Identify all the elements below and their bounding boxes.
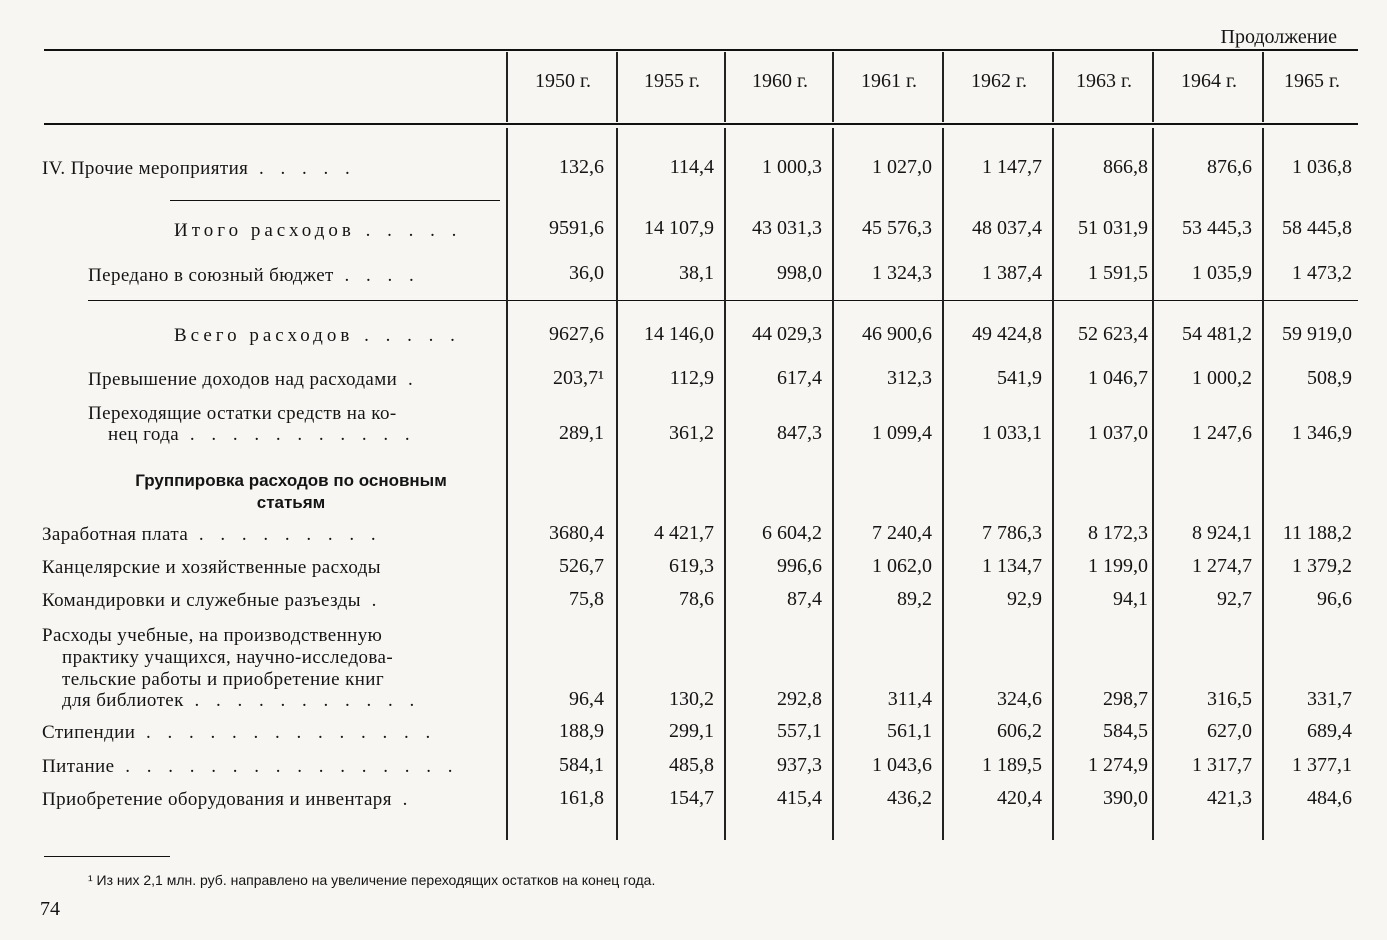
table-cell: 1 377,1 [1292,754,1352,776]
table-cell: 1 274,7 [1192,555,1252,577]
table-cell: 508,9 [1307,367,1352,389]
bleed-through-shadow [260,18,1160,38]
table-cell: 58 445,8 [1282,217,1352,239]
table-cell: 420,4 [997,787,1042,809]
table-cell: 312,3 [887,367,932,389]
table-cell: 584,1 [559,754,604,776]
table-cell: 46 900,6 [862,323,932,345]
year-header: 1950 г. [535,70,591,92]
table-cell: 299,1 [669,720,714,742]
table-cell: 49 424,8 [972,323,1042,345]
table-cell: 188,9 [559,720,604,742]
table-cell: 96,4 [569,688,604,710]
row-label: Стипендии . . . . . . . . . . . . . . [42,722,437,743]
table-cell: 606,2 [997,720,1042,742]
year-header: 1964 г. [1181,70,1237,92]
table-cell: 390,0 [1103,787,1148,809]
table-cell: 1 035,9 [1192,262,1252,284]
table-cell: 421,3 [1207,787,1252,809]
row-label: Заработная плата . . . . . . . . . [42,524,382,545]
table-cell: 1 247,6 [1192,422,1252,444]
row-label: Питание . . . . . . . . . . . . . . . . [42,756,459,777]
table-cell: 1 147,7 [982,156,1042,178]
table-cell: 311,4 [887,688,932,710]
table-cell: 4 421,7 [654,522,714,544]
table-cell: 1 000,2 [1192,367,1252,389]
year-header: 1965 г. [1284,70,1340,92]
table-cell: 11 188,2 [1282,522,1352,544]
table-cell: 1 199,0 [1088,555,1148,577]
table-cell: 617,4 [777,367,822,389]
table-cell: 36,0 [569,262,604,284]
table-cell: 1 591,5 [1088,262,1148,284]
year-header: 1962 г. [971,70,1027,92]
table-cell: 1 189,5 [982,754,1042,776]
year-header: 1963 г. [1076,70,1132,92]
table-cell: 1 062,0 [872,555,932,577]
total-rule [88,300,1358,301]
continuation-label: Продолжение [1220,26,1337,48]
row-label: Итого расходов . . . . . [174,220,463,241]
table-cell: 3680,4 [549,522,604,544]
row-label: Всего расходов . . . . . [174,325,461,346]
row-label-cont: для библиотек . . . . . . . . . . . [62,690,421,711]
table-cell: 54 481,2 [1182,323,1252,345]
table-cell: 361,2 [669,422,714,444]
table-cell: 203,7¹ [553,367,604,389]
footnote-rule [44,856,170,857]
subtotal-rule [170,200,500,201]
table-cell: 8 924,1 [1192,522,1252,544]
table-cell: 485,8 [669,754,714,776]
table-cell: 89,2 [897,588,932,610]
year-header: 1961 г. [861,70,917,92]
table-cell: 52 623,4 [1078,323,1148,345]
table-cell: 1 317,7 [1192,754,1252,776]
table-cell: 112,9 [669,367,714,389]
table-cell: 619,3 [669,555,714,577]
table-cell: 75,8 [569,588,604,610]
table-cell: 45 576,3 [862,217,932,239]
page-number: 74 [40,898,60,920]
table-cell: 43 031,3 [752,217,822,239]
table-cell: 1 000,3 [762,156,822,178]
row-label: Расходы учебные, на производственную [42,625,383,646]
row-label-cont: практику учащихся, научно-исследова- [62,647,394,668]
table-cell: 557,1 [777,720,822,742]
year-header: 1960 г. [752,70,808,92]
table-cell: 9591,6 [549,217,604,239]
table-cell: 87,4 [787,588,822,610]
table-cell: 627,0 [1207,720,1252,742]
table-cell: 937,3 [777,754,822,776]
row-label: Превышение доходов над расходами . [88,369,419,390]
table-cell: 1 046,7 [1088,367,1148,389]
table-cell: 154,7 [669,787,714,809]
table-cell: 8 172,3 [1088,522,1148,544]
table-cell: 1 043,6 [872,754,932,776]
table-cell: 7 240,4 [872,522,932,544]
table-cell: 998,0 [777,262,822,284]
table-cell: 96,6 [1317,588,1352,610]
row-label: Передано в союзный бюджет . . . . [88,265,420,286]
table-cell: 1 379,2 [1292,555,1352,577]
row-label: Приобретение оборудования и инвентаря . [42,789,414,810]
year-header: 1955 г. [644,70,700,92]
row-label: Командировки и служебные разъезды . [42,590,383,611]
table-cell: 161,8 [559,787,604,809]
table-cell: 484,6 [1307,787,1352,809]
table-cell: 1 346,9 [1292,422,1352,444]
table-cell: 289,1 [559,422,604,444]
table-cell: 1 037,0 [1088,422,1148,444]
table-cell: 316,5 [1207,688,1252,710]
table-cell: 292,8 [777,688,822,710]
section-title-line1: Группировка расходов по основным [135,471,447,490]
table-cell: 1 027,0 [872,156,932,178]
table-cell: 876,6 [1207,156,1252,178]
table-cell: 51 031,9 [1078,217,1148,239]
row-label: Канцелярские и хозяйственные расходы [42,557,381,578]
table-cell: 298,7 [1103,688,1148,710]
table-cell: 866,8 [1103,156,1148,178]
table-cell: 996,6 [777,555,822,577]
table-cell: 130,2 [669,688,714,710]
table-cell: 92,9 [1007,588,1042,610]
section-title-line2: статьям [256,493,326,512]
table-cell: 331,7 [1307,688,1352,710]
table-cell: 1 036,8 [1292,156,1352,178]
table-cell: 48 037,4 [972,217,1042,239]
table-cell: 94,1 [1113,588,1148,610]
row-label: Переходящие остатки средств на ко- [88,403,397,424]
table-cell: 53 445,3 [1182,217,1252,239]
table-cell: 9627,6 [549,323,604,345]
table-cell: 7 786,3 [982,522,1042,544]
table-cell: 847,3 [777,422,822,444]
table-cell: 1 033,1 [982,422,1042,444]
table-cell: 689,4 [1307,720,1352,742]
table-cell: 59 919,0 [1282,323,1352,345]
table-cell: 114,4 [669,156,714,178]
table-cell: 38,1 [679,262,714,284]
table-cell: 1 274,9 [1088,754,1148,776]
row-label-cont: нец года . . . . . . . . . . . [108,424,416,445]
table-cell: 324,6 [997,688,1042,710]
table-cell: 584,5 [1103,720,1148,742]
table-cell: 436,2 [887,787,932,809]
table-cell: 1 324,3 [872,262,932,284]
table-cell: 415,4 [777,787,822,809]
footnote: ¹ Из них 2,1 млн. руб. направлено на увеличение переходящих остатков на конец года. [88,872,656,888]
top-rule [44,49,1358,51]
table-cell: 1 387,4 [982,262,1042,284]
table-cell: 561,1 [887,720,932,742]
table-cell: 526,7 [559,555,604,577]
table-cell: 14 107,9 [644,217,714,239]
table-cell: 14 146,0 [644,323,714,345]
table-cell: 92,7 [1217,588,1252,610]
table-cell: 6 604,2 [762,522,822,544]
table-cell: 1 134,7 [982,555,1042,577]
table-cell: 132,6 [559,156,604,178]
table-cell: 78,6 [679,588,714,610]
table-cell: 44 029,3 [752,323,822,345]
table-cell: 1 099,4 [872,422,932,444]
row-label-cont: тельские работы и приобретение книг [62,669,385,690]
table-cell: 541,9 [997,367,1042,389]
table-cell: 1 473,2 [1292,262,1352,284]
row-label: IV. Прочие мероприятия . . . . . [42,158,356,179]
header-rule [44,123,1358,125]
